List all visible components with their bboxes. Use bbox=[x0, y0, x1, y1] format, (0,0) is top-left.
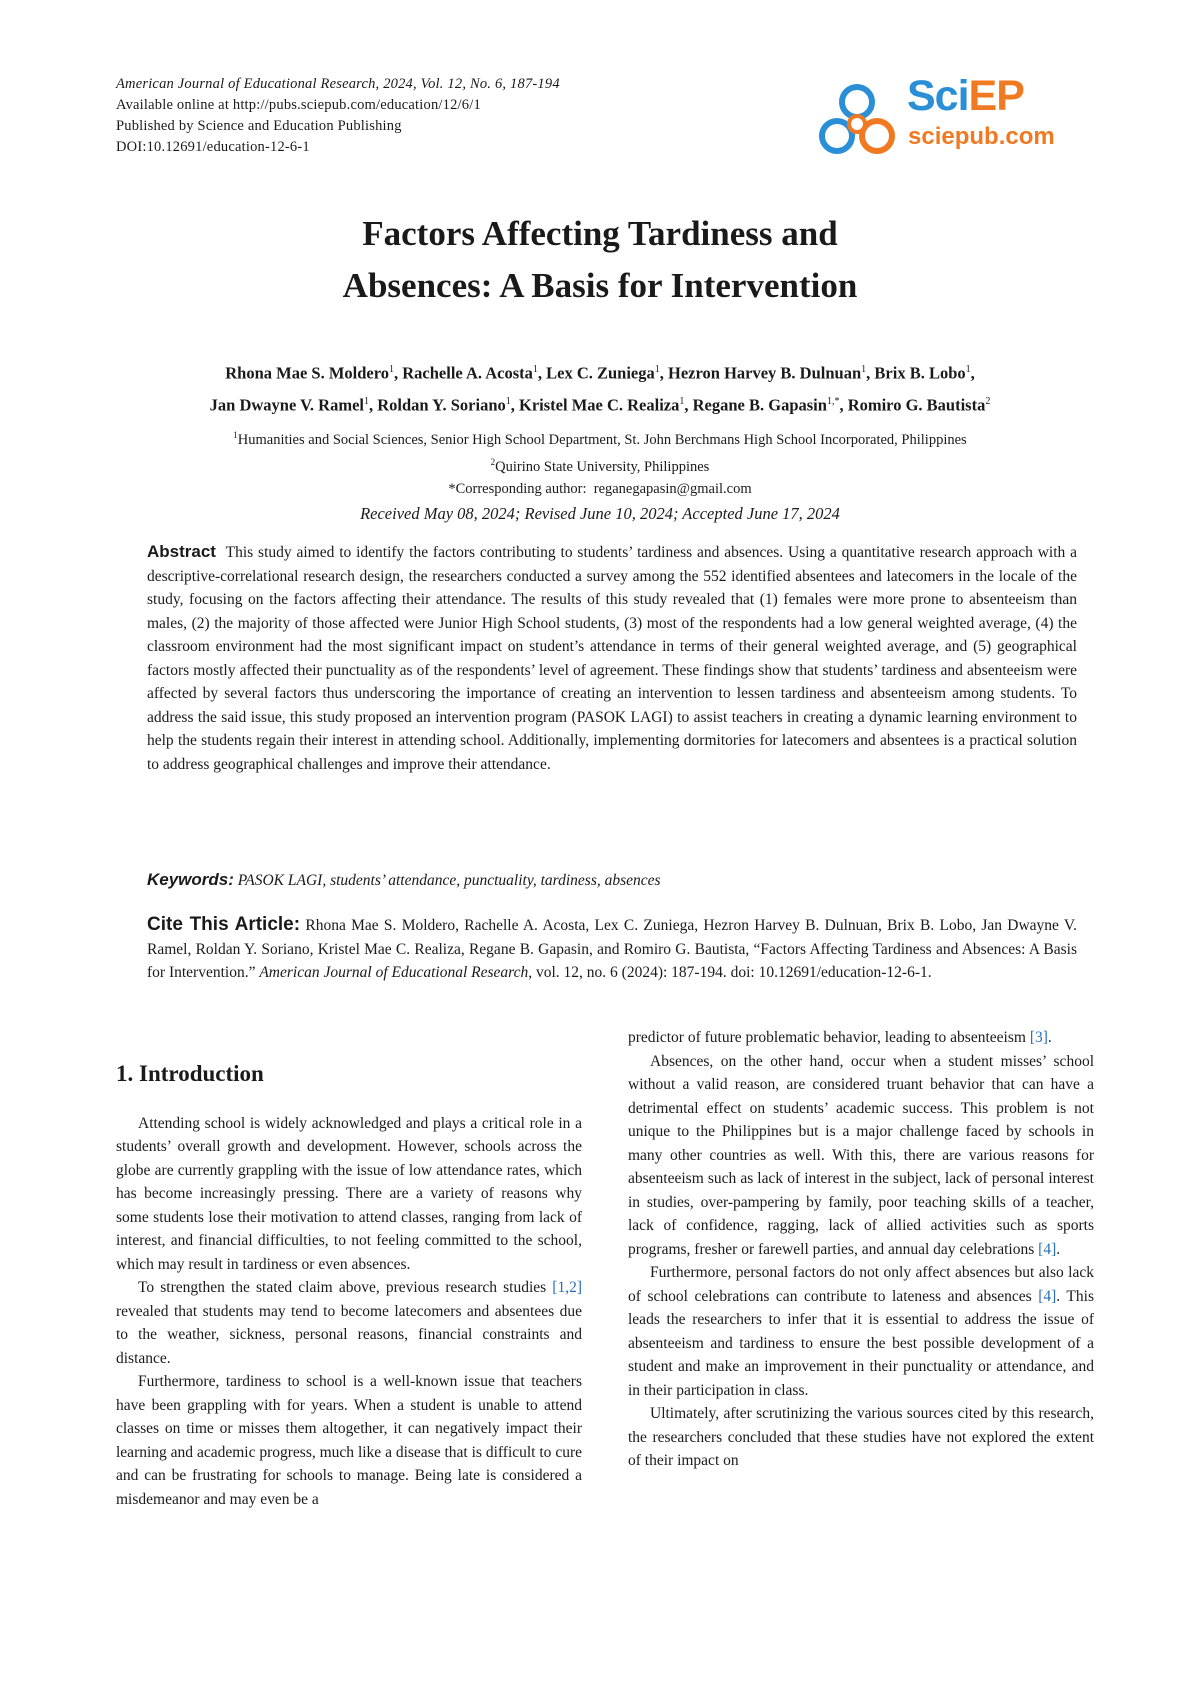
author-affiliation-mark: 2 bbox=[985, 395, 991, 407]
keywords bbox=[147, 870, 1077, 890]
publisher: Published by Science and Education Publishing bbox=[116, 118, 402, 134]
author-affiliation-mark: 1 bbox=[505, 395, 511, 407]
author-affiliation-mark: 1 bbox=[861, 364, 867, 375]
article-dates: Received May 08, 2024; Revised June 10, 2024; Accepted June 17, 2024 bbox=[360, 504, 840, 523]
keywords-label: Keywords: bbox=[147, 870, 234, 889]
citation-link[interactable]: [3] bbox=[1029, 1029, 1048, 1046]
paragraph: predictor of future problematic behavior, leading to absenteeism [3]. bbox=[628, 1029, 1052, 1046]
sciep-emblem-icon bbox=[815, 80, 899, 160]
citation-link[interactable]: [1,2] bbox=[552, 1279, 582, 1296]
logo-wordmark: SciEP bbox=[907, 72, 1024, 120]
author-separator: , bbox=[839, 395, 848, 414]
author-separator: , bbox=[394, 363, 403, 383]
corresponding-email[interactable]: reganegapasin@gmail.com bbox=[593, 480, 752, 497]
author-name: Regane B. Gapasin bbox=[692, 395, 827, 414]
cite-text: Rhona Mae S. Moldero, Rachelle A. Acosta, Lex C. Zuniega, Hezron Harvey B. Dulnuan, Brix B. Lobo, Jan Dwayne V. Ramel, Roldan Y. Soriano, Kristel Mae C. Realiza, Regane B. Gapasin, and Romiro G. Bautista, “Factors Affecting Tardiness and Absences: A Basis for Intervention.” bbox=[147, 917, 1078, 981]
author-name: Brix B. Lobo bbox=[874, 363, 966, 383]
author-list bbox=[110, 356, 1090, 419]
author-name: Lex C. Zuniega bbox=[546, 363, 655, 383]
author-name: Rhona Mae S. Moldero bbox=[225, 363, 390, 383]
cite-tail: , vol. 12, no. 6 (2024): 187-194. doi: 10.12691/education-12-6-1. bbox=[528, 964, 932, 981]
paragraph: Ultimately, after scrutinizing the various sources cited by this research, the researchers concluded that these studies have not explored the extent of their impact on bbox=[628, 1405, 1094, 1469]
author-name: Hezron Harvey B. Dulnuan bbox=[668, 363, 862, 383]
paragraph: To strengthen the stated claim above, previous research studies [1,2] revealed that students may tend to become latecomers and absentees due to the weather, sickness, personal reasons, financial constraints and distance. bbox=[116, 1279, 582, 1367]
author-affiliation-mark: 1 bbox=[679, 395, 685, 407]
logo-site: sciepub.com bbox=[908, 123, 1055, 150]
corresponding-author: *Corresponding author: reganegapasin@gmail.com bbox=[448, 480, 752, 497]
keywords-text: PASOK LAGI, students’ attendance, punctuality, tardiness, absences bbox=[237, 872, 661, 889]
cite-label: Cite This Article: bbox=[147, 914, 301, 935]
citation-link[interactable]: [4] bbox=[1038, 1240, 1057, 1258]
affiliations bbox=[110, 424, 1090, 500]
author-separator: , bbox=[537, 363, 547, 383]
author-affiliation-mark: 1 bbox=[532, 364, 538, 375]
author-name: Romiro G. Bautista bbox=[847, 395, 986, 414]
author-separator: , bbox=[684, 395, 693, 414]
author-affiliation-mark: 1 bbox=[363, 395, 369, 407]
author-affiliation-mark: 1 bbox=[389, 364, 395, 375]
paragraph: Attending school is widely acknowledged and plays a critical role in a students’ overall growth and development. However, schools across the globe are currently grappling with the issue of low attendance rates, which has become increasingly pressing. There are a variety of reasons why some students lose their motivation to attend classes, ranging from lack of interest, and financial difficulties, to not feeling committed to the school, which may result in tardiness or even absences. bbox=[116, 1114, 582, 1273]
cite-journal: American Journal of Educational Research bbox=[259, 964, 529, 981]
affiliation-2: $^2$Quirino State University, Philippines bbox=[490, 456, 710, 475]
paragraph: Furthermore, personal factors do not only affect absences but also lack of school celebrations can contribute to lateness and absences [4]. This leads the researchers to infer that it is essential to address the issue of absenteeism and tardiness to ensure the best possible development of a student and make an improvement in their punctuality or attendance, and in their participation in class. bbox=[628, 1264, 1094, 1399]
paragraph: Furthermore, tardiness to school is a well-known issue that teachers have been grappling with for years. When a student is unable to attend classes on time or misses them altogether, it can negatively impact their learning and academic progress, much like a disease that is difficult to cure and can be frustrating for schools to manage. Being late is considered a misdemeanor and may even be a bbox=[116, 1373, 582, 1508]
sciep-logo bbox=[815, 72, 1080, 158]
author-name: Kristel Mae C. Realiza bbox=[519, 395, 680, 414]
abstract-label: Abstract bbox=[147, 542, 216, 561]
author-affiliation-mark: 1 bbox=[654, 364, 660, 375]
author-affiliation-mark: 1 bbox=[965, 364, 971, 375]
paragraph: Absences, on the other hand, occur when a student misses’ school without a valid reason, are considered truant behavior that can have a detrimental effect on students’ academic success. This problem is not unique to the Philippines but is a major challenge faced by schools in many other countries as well. With this, there are various reasons for absenteeism such as lack of interest in the subject, lack of personal interest in studies, over-pampering by family, poor teaching skills of a teacher, lack of confidence, ragging, lack of allied activities such as sports programs, fresher or farewell parties, and annual day celebrations [4]. bbox=[628, 1052, 1094, 1258]
cite-this-article bbox=[147, 913, 1077, 985]
doi: DOI:10.12691/education-12-6-1 bbox=[116, 139, 310, 155]
left-column bbox=[116, 1030, 582, 1511]
journal-header bbox=[116, 74, 560, 158]
author-separator: , bbox=[368, 395, 378, 414]
author-separator: , bbox=[970, 363, 975, 383]
affiliation-1: $^1$Humanities and Social Sciences, Senior High School Department, St. John Berchmans High School Incorporated, Philippines bbox=[233, 430, 967, 448]
author-name: Roldan Y. Soriano bbox=[377, 395, 506, 414]
citation-link[interactable]: [4] bbox=[1038, 1287, 1057, 1305]
right-column bbox=[628, 1026, 1094, 1473]
abstract-text: This study aimed to identify the factors contributing to students’ tardiness and absences. Using a quantitative research approach with a descriptive-correlational research design, the researchers conducted a survey among the 552 identified absentees and latecomers in the locale of the study, focusing on the factors affecting their attendance. The results of this study revealed that (1) females were more prone to absenteeism than males, (2) the majority of those affected were Junior High School students, (3) most of the respondents had a low general weighted average, (4) the classroom environment had the most significant impact on student’s attendance in terms of their general weighted average, and (5) geographical factors mostly affected their punctuality as of the respondents’ level of agreement. These findings show that students’ tardiness and absenteeism were affected by several factors thus underscoring the importance of creating an intervention to lessen tardiness and absenteeism among students. To address the said issue, this study proposed an intervention program (PASOK LAGI) to assist teachers in creating a dynamic learning environment to help the students regain their interest in attending school. Additionally, implementing dormitories for latecomers and absentees is a practical solution to address geographical challenges and improve their attendance. bbox=[147, 544, 1077, 773]
paper-title: Factors Affecting Tardiness and Absences: A Basis for Intervention bbox=[342, 214, 858, 305]
author-name: Rachelle A. Acosta bbox=[402, 363, 533, 383]
abstract bbox=[147, 540, 1077, 776]
author-separator: , bbox=[659, 363, 669, 383]
author-name: Jan Dwayne V. Ramel bbox=[209, 395, 364, 414]
journal-citation: American Journal of Educational Research, 2024, Vol. 12, No. 6, 187-194 bbox=[116, 76, 560, 92]
author-separator: , bbox=[510, 395, 520, 414]
author-separator: , bbox=[866, 363, 875, 383]
available-online: Available online at http://pubs.sciepub.com/education/12/6/1 bbox=[116, 97, 481, 113]
author-affiliation-mark: 1,* bbox=[826, 395, 840, 407]
section-heading: 1. Introduction bbox=[116, 1061, 264, 1086]
